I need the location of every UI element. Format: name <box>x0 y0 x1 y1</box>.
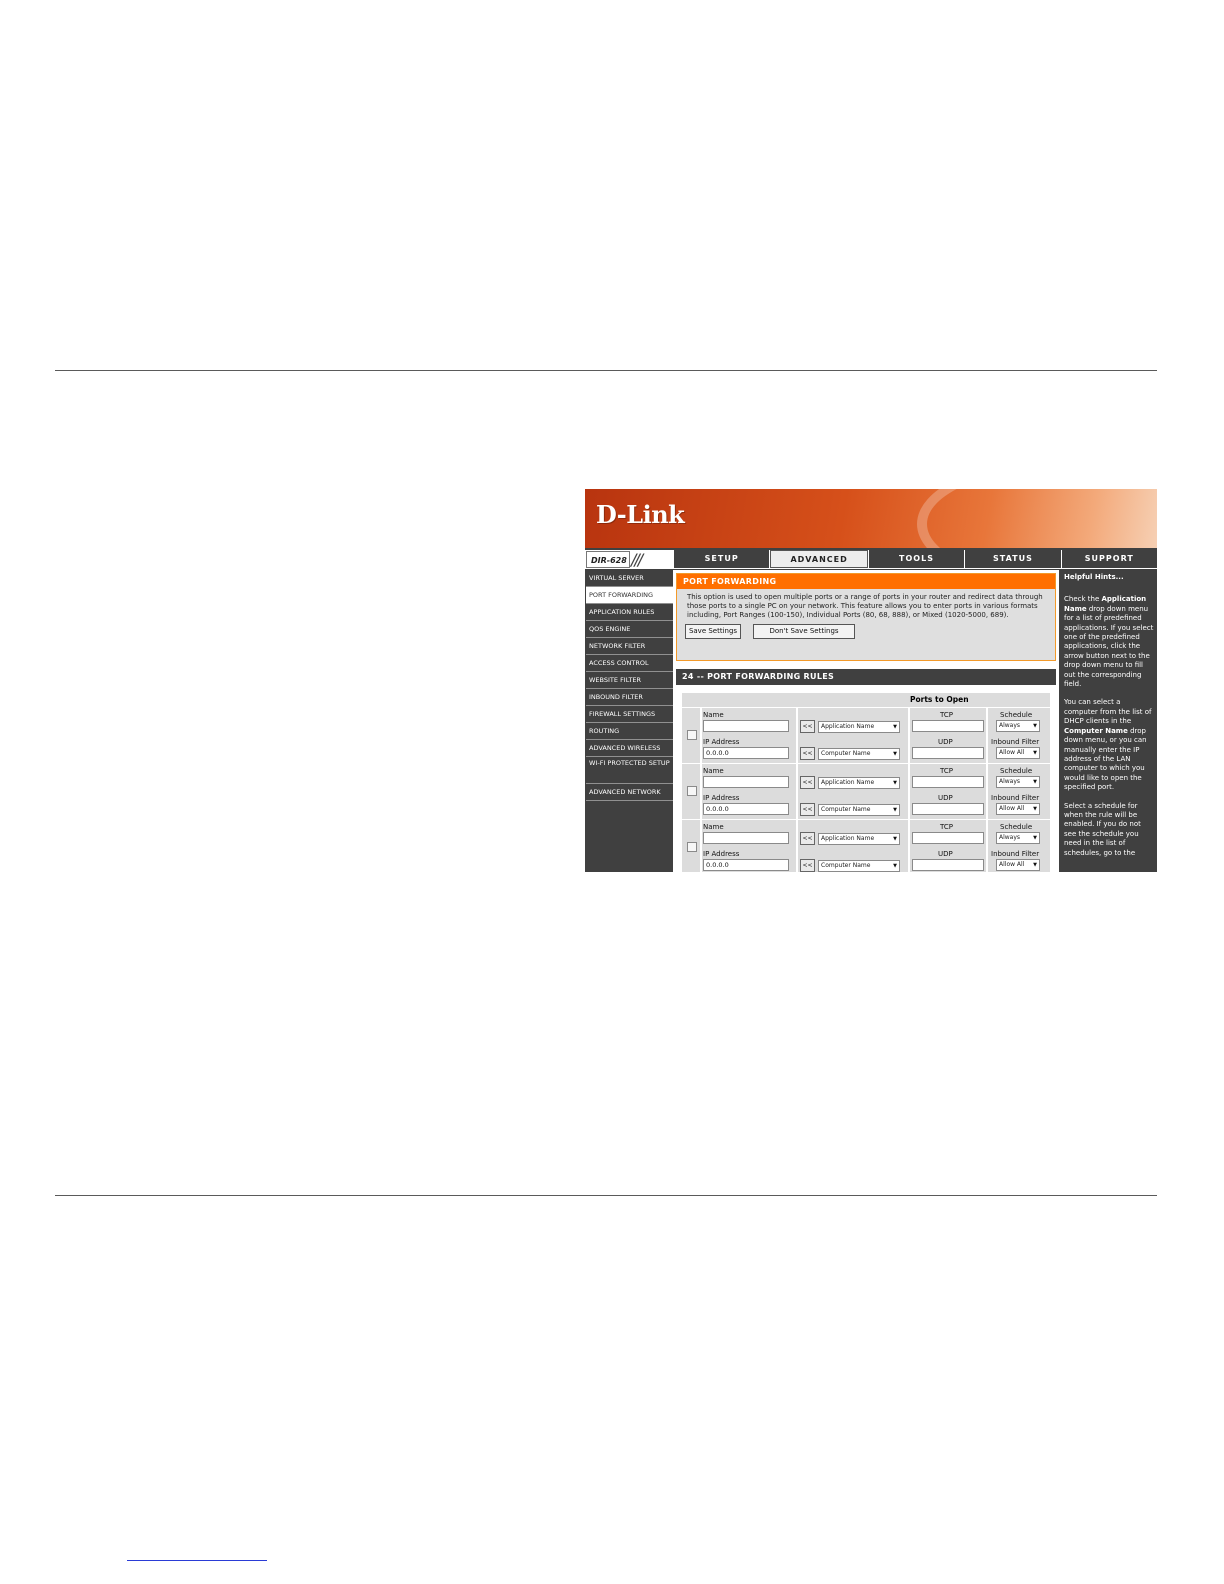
chevron-down-icon: ▼ <box>893 836 897 842</box>
schedule-select[interactable] <box>996 776 1040 788</box>
enable-checkbox[interactable] <box>687 786 697 796</box>
ip-address-label: IP Address <box>703 850 740 858</box>
chevron-down-icon: ▼ <box>1033 806 1037 812</box>
hint-schedule: Select a schedule for when the rule will be enabled. If you do not see the schedule you need in the list of schedules, go to the <box>1064 801 1141 857</box>
main-content <box>673 570 1059 872</box>
sidebar-item-port-forwarding[interactable]: PORT FORWARDING <box>586 587 674 604</box>
header-banner <box>585 489 1157 548</box>
port-forwarding-panel <box>676 573 1056 661</box>
dont-save-settings-button[interactable]: Don't Save Settings <box>753 624 855 639</box>
hints-title: Helpful Hints... <box>1064 573 1124 581</box>
udp-label: UDP <box>938 850 953 858</box>
computer-name-select[interactable] <box>818 860 900 872</box>
udp-ports-input[interactable] <box>912 747 984 759</box>
name-label: Name <box>703 823 724 831</box>
column-divider <box>796 708 798 763</box>
tab-support[interactable]: SUPPORT <box>1062 550 1157 568</box>
udp-ports-input[interactable] <box>912 859 984 871</box>
schedule-value: Always <box>999 778 1021 785</box>
tcp-ports-input[interactable] <box>912 720 984 732</box>
ip-address-label: IP Address <box>703 738 740 746</box>
chevron-down-icon: ▼ <box>893 863 897 869</box>
schedule-value: Always <box>999 722 1021 729</box>
rules-table <box>682 693 1050 872</box>
sidebar-item-application-rules[interactable]: APPLICATION RULES <box>586 604 674 621</box>
column-divider <box>700 820 702 872</box>
inbound-filter-value: Allow All <box>999 749 1025 756</box>
sidebar-item-website-filter[interactable]: WEBSITE FILTER <box>586 672 674 689</box>
ip-address-input[interactable]: 0.0.0.0 <box>703 747 789 759</box>
fill-application-button[interactable]: << <box>800 832 815 845</box>
rules-section <box>676 685 1056 872</box>
schedule-select[interactable] <box>996 720 1040 732</box>
schedule-label: Schedule <box>1000 767 1033 775</box>
enable-checkbox[interactable] <box>687 730 697 740</box>
rules-heading: 24 -- PORT FORWARDING RULES <box>676 669 1056 685</box>
column-divider <box>986 708 988 763</box>
name-input[interactable] <box>703 720 789 732</box>
column-divider <box>986 764 988 819</box>
inbound-filter-label: Inbound Filter <box>991 794 1040 802</box>
save-settings-button[interactable]: Save Settings <box>685 624 741 639</box>
schedule-label: Schedule <box>1000 823 1033 831</box>
fill-computer-button[interactable]: << <box>800 859 815 872</box>
nav-row <box>585 550 1157 569</box>
chevron-down-icon: ▼ <box>893 751 897 757</box>
chevron-down-icon: ▼ <box>1033 750 1037 756</box>
bottom-divider <box>55 1195 1157 1196</box>
schedule-select[interactable] <box>996 832 1040 844</box>
rule-row <box>682 820 1050 872</box>
schedule-label: Schedule <box>1000 711 1033 719</box>
ports-to-open-header: Ports to Open <box>910 695 969 704</box>
rule-row <box>682 708 1050 763</box>
udp-ports-input[interactable] <box>912 803 984 815</box>
chevron-down-icon: ▼ <box>893 780 897 786</box>
sidebar-item-inbound-filter[interactable]: INBOUND FILTER <box>586 689 674 706</box>
rule-row <box>682 764 1050 819</box>
inbound-filter-label: Inbound Filter <box>991 850 1040 858</box>
model-label: DIR-628 <box>586 551 630 568</box>
chevron-down-icon: ▼ <box>893 724 897 730</box>
ip-address-input[interactable]: 0.0.0.0 <box>703 803 789 815</box>
inbound-filter-select[interactable] <box>996 747 1040 759</box>
banner-swoosh <box>917 489 1157 548</box>
fill-application-button[interactable]: << <box>800 720 815 733</box>
column-divider <box>700 708 702 763</box>
hint-computer: You can select a computer from the list of DHCP clients in the Computer Name drop down menu, or you can manually enter the IP address of the LAN computer to which you would like to open the specified port. <box>1064 698 1152 792</box>
inbound-filter-value: Allow All <box>999 805 1025 812</box>
panel-description: This option is used to open multiple ports or a range of ports in your router and redirect data through those ports to a single PC on your network. This feature allows you to enter ports in various formats including, Port Ranges (100-150), Individual Ports (80, 68, 888), or Mixed (1020-5000, 689). <box>687 593 1043 619</box>
tab-status[interactable]: STATUS <box>965 550 1060 568</box>
application-name-value: Application Name <box>821 779 875 786</box>
tcp-label: TCP <box>940 823 953 831</box>
udp-label: UDP <box>938 794 953 802</box>
top-divider <box>55 370 1157 371</box>
tab-advanced[interactable]: ADVANCED <box>770 550 867 568</box>
ip-address-label: IP Address <box>703 794 740 802</box>
computer-name-value: Computer Name <box>821 862 871 869</box>
column-divider <box>796 764 798 819</box>
application-name-value: Application Name <box>821 723 875 730</box>
sidebar-item-routing[interactable]: ROUTING <box>586 723 674 740</box>
column-divider <box>986 820 988 872</box>
computer-name-select[interactable] <box>818 804 900 816</box>
name-input[interactable] <box>703 776 789 788</box>
sidebar-item-qos-engine[interactable]: QOS ENGINE <box>586 621 674 638</box>
sidebar-item-network-filter[interactable]: NETWORK FILTER <box>586 638 674 655</box>
sidebar-item-firewall-settings[interactable]: FIREWALL SETTINGS <box>586 706 674 723</box>
inbound-filter-select[interactable] <box>996 859 1040 871</box>
application-name-select[interactable] <box>818 833 900 845</box>
dlink-logo: D-Link <box>596 500 685 529</box>
chevron-down-icon: ▼ <box>1033 835 1037 841</box>
fill-application-button[interactable]: << <box>800 776 815 789</box>
name-label: Name <box>703 711 724 719</box>
sidebar-item-virtual-server[interactable]: VIRTUAL SERVER <box>586 570 674 587</box>
inbound-filter-value: Allow All <box>999 861 1025 868</box>
chevron-down-icon: ▼ <box>1033 723 1037 729</box>
column-divider <box>908 764 910 819</box>
application-name-value: Application Name <box>821 835 875 842</box>
computer-name-value: Computer Name <box>821 806 871 813</box>
sidebar-item-access-control[interactable]: ACCESS CONTROL <box>586 655 674 672</box>
sidebar <box>585 570 672 872</box>
rules-table-header <box>682 693 1050 707</box>
ip-address-input[interactable]: 0.0.0.0 <box>703 859 789 871</box>
tab-tools[interactable]: TOOLS <box>869 550 964 568</box>
application-name-select[interactable] <box>818 777 900 789</box>
router-screenshot <box>585 489 1157 872</box>
top-tabs <box>673 550 1157 569</box>
panel-title: PORT FORWARDING <box>677 574 1055 589</box>
sidebar-item-advanced-network[interactable]: ADVANCED NETWORK <box>586 784 674 801</box>
enable-checkbox[interactable] <box>687 842 697 852</box>
hint-application: Check the Application Name drop down menu for a list of predefined applications. If you select one of the predefined applications, click the arrow button next to the drop down menu to fill out the corresponding field. <box>1064 595 1154 689</box>
fill-computer-button[interactable]: << <box>800 747 815 760</box>
name-input[interactable] <box>703 832 789 844</box>
schedule-value: Always <box>999 834 1021 841</box>
computer-name-value: Computer Name <box>821 750 871 757</box>
footer-link-underline <box>127 1560 267 1561</box>
inbound-filter-label: Inbound Filter <box>991 738 1040 746</box>
application-name-select[interactable] <box>818 721 900 733</box>
column-divider <box>908 820 910 872</box>
chevron-down-icon: ▼ <box>893 807 897 813</box>
udp-label: UDP <box>938 738 953 746</box>
column-divider <box>700 764 702 819</box>
inbound-filter-select[interactable] <box>996 803 1040 815</box>
tcp-label: TCP <box>940 711 953 719</box>
slashes-decoration: /// <box>631 550 642 569</box>
tcp-ports-input[interactable] <box>912 776 984 788</box>
tab-setup[interactable]: SETUP <box>674 550 769 568</box>
computer-name-select[interactable] <box>818 748 900 760</box>
tcp-ports-input[interactable] <box>912 832 984 844</box>
tcp-label: TCP <box>940 767 953 775</box>
name-label: Name <box>703 767 724 775</box>
column-divider <box>908 708 910 763</box>
column-divider <box>796 820 798 872</box>
chevron-down-icon: ▼ <box>1033 779 1037 785</box>
sidebar-item-advanced-wireless[interactable]: ADVANCED WIRELESS <box>586 740 674 757</box>
sidebar-item-wi-fi-protected-setup[interactable]: WI-FI PROTECTED SETUP <box>586 757 674 784</box>
fill-computer-button[interactable]: << <box>800 803 815 816</box>
helpful-hints <box>1060 570 1157 872</box>
chevron-down-icon: ▼ <box>1033 862 1037 868</box>
